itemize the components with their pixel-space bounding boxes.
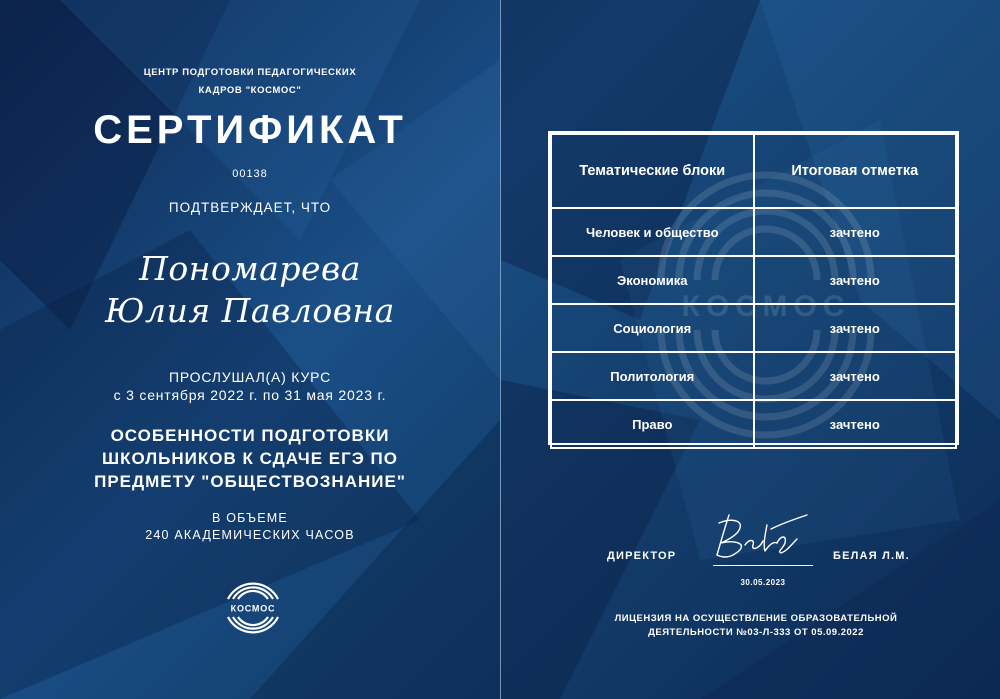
signature-line: [713, 565, 813, 566]
course-title-line-3: ПРЕДМЕТУ "ОБЩЕСТВОЗНАНИЕ": [94, 472, 406, 491]
right-page: [501, 0, 1000, 699]
license-info: [561, 612, 951, 640]
course-title-line-2: ШКОЛЬНИКОВ К СДАЧЕ ЕГЭ ПО: [102, 449, 398, 468]
recipient-surname: Пономарева: [139, 249, 361, 288]
header-final-mark: Итоговая отметка: [754, 134, 957, 208]
director-signature: [707, 505, 817, 563]
table-row: [551, 208, 956, 256]
results-table: [548, 131, 959, 445]
header-thematic-blocks: Тематические блоки: [551, 134, 754, 208]
org-line-2: КАДРОВ "КОСМОС": [198, 85, 302, 96]
volume-label: В ОБЪЕМЕ: [212, 511, 288, 525]
row-block: Человек и общество: [551, 208, 754, 256]
signature-date: 30.05.2023: [740, 578, 786, 587]
row-mark: зачтено: [754, 304, 957, 352]
watermark-text: КОСМОС: [681, 290, 851, 323]
row-mark: зачтено: [754, 352, 957, 400]
table-row: [551, 304, 956, 352]
table-row: [551, 352, 956, 400]
volume-hours: 240 АКАДЕМИЧЕСКИХ ЧАСОВ: [145, 528, 355, 542]
certificate-title: СЕРТИФИКАТ: [93, 108, 407, 152]
course-completion: [0, 368, 500, 404]
row-block: Экономика: [551, 256, 754, 304]
logo-text: КОСМОС: [230, 603, 276, 614]
director-name: БЕЛАЯ Л.М.: [833, 550, 910, 562]
director-label: ДИРЕКТОР: [607, 550, 677, 562]
row-mark: зачтено: [754, 400, 957, 448]
table-row: [551, 256, 956, 304]
license-line-2: ДЕЯТЕЛЬНОСТИ №03-Л-333 ОТ 05.09.2022: [648, 627, 864, 638]
kosmos-logo-icon: [220, 575, 286, 641]
row-mark: зачтено: [754, 256, 957, 304]
confirms-text: ПОДТВЕРЖДАЕТ, ЧТО: [168, 200, 332, 215]
course-title: [0, 424, 500, 493]
table-row: [551, 400, 956, 448]
course-title-line-1: ОСОБЕННОСТИ ПОДГОТОВКИ: [110, 426, 390, 445]
organization-name: [0, 64, 500, 100]
row-block: Политология: [551, 352, 754, 400]
table-header-row: [551, 134, 956, 208]
results-grid: [550, 133, 957, 449]
license-line-1: ЛИЦЕНЗИЯ НА ОСУЩЕСТВЛЕНИЕ ОБРАЗОВАТЕЛЬНОЙ: [614, 613, 898, 624]
course-dates: с 3 сентября 2022 г. по 31 мая 2023 г.: [113, 387, 387, 403]
recipient-given-names: Юлия Павловна: [105, 291, 395, 330]
org-line-1: ЦЕНТР ПОДГОТОВКИ ПЕДАГОГИЧЕСКИХ: [143, 67, 357, 78]
row-mark: зачтено: [754, 208, 957, 256]
listened-label: ПРОСЛУШАЛ(А) КУРС: [168, 369, 332, 385]
course-volume: [0, 510, 500, 544]
certificate-number: 00138: [232, 168, 268, 180]
row-block: Социология: [551, 304, 754, 352]
recipient-name: [0, 248, 500, 332]
row-block: Право: [551, 400, 754, 448]
